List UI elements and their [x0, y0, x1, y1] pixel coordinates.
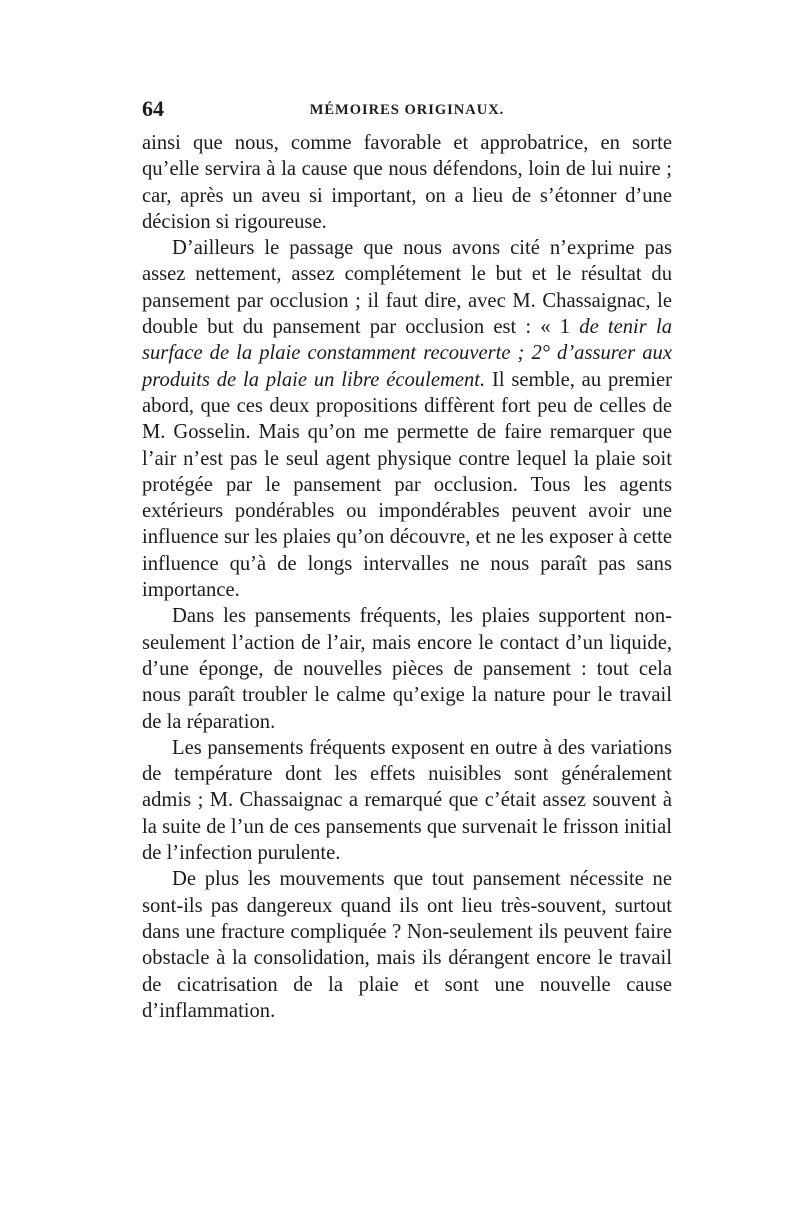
paragraph-2	[142, 235, 672, 603]
book-page	[142, 96, 672, 1024]
running-title: MÉMOIRES ORIGINAUX.	[309, 102, 505, 118]
paragraph-2-text-before: D’ailleurs le passage que nous avons cité n’exprime pas assez nettement, assez complétement le but et le résultat du pansement par occlusion ; il faut dire, avec M. Chassaignac, le double but du pansement par occlusion est : « 1	[142, 237, 672, 339]
running-header	[142, 96, 672, 130]
paragraph-2-text-after: Il semble, au premier abord, que ces deux propositions diffèrent fort peu de celles de M. Gosselin. Mais qu’on me permette de faire remarquer que l’air n’est pas le seul agent physique contre lequel la plaie soit protégée par le pansement par occlusion. Tous les agents extérieurs pondérables ou impondérables peuvent avoir une influence sur les plaies qu’on découvre, et ne les exposer à cette influence qu’à de longs intervalles ne nous paraît pas sans importance.	[142, 368, 672, 602]
paragraph-1: ainsi que nous, comme favorable et approbatrice, en sorte qu’elle servira à la cause que nous défendons, loin de lui nuire ; car, après un aveu si important, on a lieu de s’étonner d’une décision si rigoureuse.	[142, 132, 672, 233]
body-text	[142, 130, 672, 1024]
paragraph-4: Les pansements fréquents exposent en outre à des variations de température dont les effets nuisibles sont généralement admis ; M. Chassaignac a remarqué que c’était assez souvent à la suite de l’un de ces pansements que survenait le frisson initial de l’infection purulente.	[142, 736, 672, 865]
paragraph-3: Dans les pansements fréquents, les plaies supportent non-seulement l’action de l’air, mais encore le contact d’un liquide, d’une éponge, de nouvelles pièces de pansement : tout cela nous paraît troubler le calme qu’exige la nature pour le travail de la réparation.	[142, 605, 672, 733]
page-number: 64	[142, 96, 164, 121]
paragraph-5: De plus les mouvements que tout pansement nécessite ne sont-ils pas dangereux quand ils ont lieu très-souvent, surtout dans une fracture compliquée ? Non-seulement ils peuvent faire obstacle à la consolidation, mais ils dérangent encore le travail de cicatrisation de la plaie et sont une nouvelle cause d’inflammation.	[142, 868, 672, 1022]
paragraph-2-italic-quote: de tenir la surface de la plaie constamment recouverte ; 2° d’assurer aux produits de la plaie un libre écoulement.	[142, 316, 672, 391]
